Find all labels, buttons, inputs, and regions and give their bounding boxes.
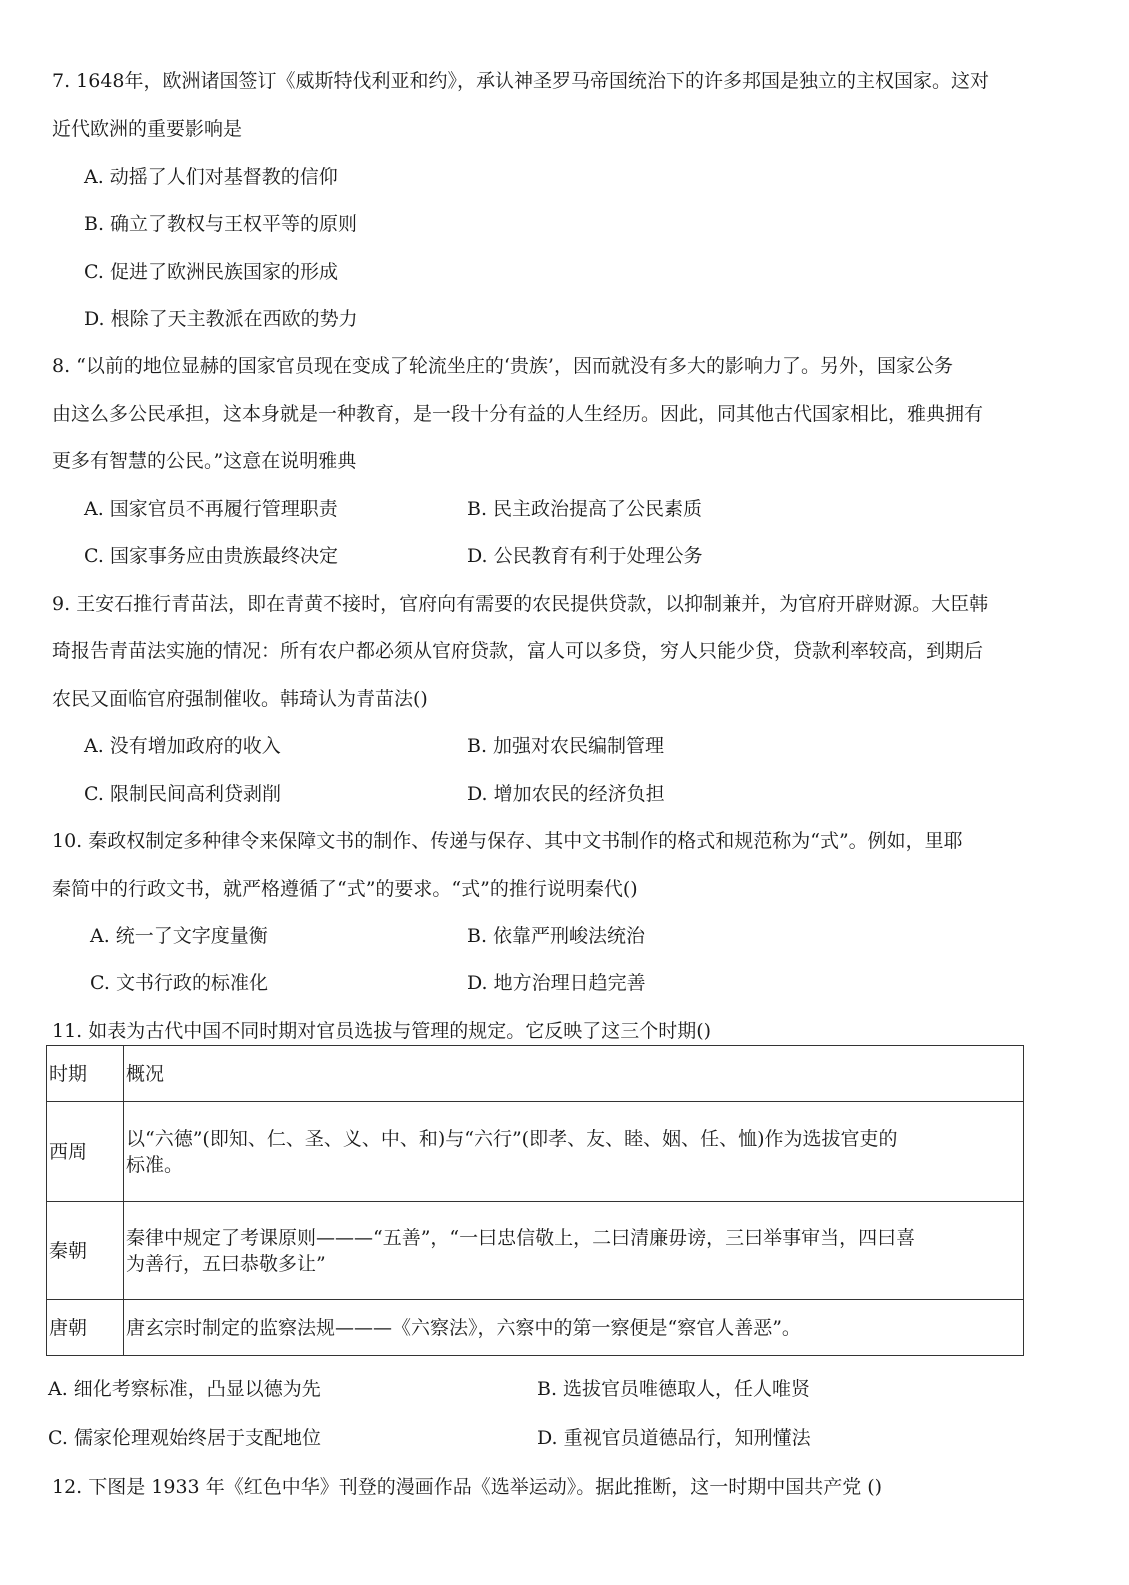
q12-stem-line1: 12. 下图是 1933 年《红色中华》刊登的漫画作品《选举运动》。据此推断，这一时期中国共产党 ()	[52, 1476, 883, 1498]
q9-stem-line3: 农民又面临官府强制催收。韩琦认为青苗法()	[52, 688, 428, 710]
q9-stem-line1: 9. 王安石推行青苗法，即在青黄不接时，官府向有需要的农民提供贷款，以抑制兼并，为官府开辟财源。大臣韩	[52, 593, 989, 615]
q8-option-c: C. 国家事务应由贵族最终决定	[84, 545, 338, 567]
table-header-period: 时期	[47, 1046, 124, 1102]
q10-option-d: D. 地方治理日趋完善	[467, 972, 646, 994]
q9-stem-line2: 琦报告青苗法实施的情况：所有农户都必须从官府贷款，富人可以多贷，穷人只能少贷，贷款利率较高，到期后	[52, 640, 984, 662]
table-row	[47, 1202, 1024, 1300]
table-cell-desc	[124, 1202, 1024, 1300]
table-cell-desc-line: 唐玄宗时制定的监察法规———《六察法》，六察中的第一察便是“察官人善恶”。	[126, 1316, 801, 1339]
table-cell-period: 秦朝	[47, 1202, 124, 1300]
q11-table	[46, 1045, 1024, 1356]
q10-option-b: B. 依靠严刑峻法统治	[467, 925, 646, 947]
table-cell-period: 唐朝	[47, 1300, 124, 1356]
table-row	[47, 1102, 1024, 1202]
table-cell-desc-line: 以“六德”(即知、仁、圣、义、中、和)与“六行”(即孝、友、睦、姻、任、恤)作为选拔官吏的	[126, 1127, 898, 1150]
q9-option-a: A. 没有增加政府的收入	[84, 735, 281, 757]
q10-option-a: A. 统一了文字度量衡	[90, 925, 268, 947]
table-header-summary: 概况	[124, 1046, 1024, 1102]
q9-option-b: B. 加强对农民编制管理	[467, 735, 665, 757]
q11-option-d: D. 重视官员道德品行，知刑懂法	[537, 1427, 811, 1449]
q7-stem-line1: 7. 1648年，欧洲诸国签订《威斯特伐利亚和约》，承认神圣罗马帝国统治下的许多邦国是独立的主权国家。这对	[52, 70, 990, 92]
q10-option-c: C. 文书行政的标准化	[90, 972, 268, 994]
q8-option-a: A. 国家官员不再履行管理职责	[84, 498, 338, 520]
q10-stem-line2: 秦简中的行政文书，就严格遵循了“式”的要求。“式”的推行说明秦代()	[52, 878, 638, 900]
table-cell-desc	[124, 1102, 1024, 1202]
q8-option-d: D. 公民教育有利于处理公务	[467, 545, 703, 567]
q11-stem-line1: 11. 如表为古代中国不同时期对官员选拔与管理的规定。它反映了这三个时期()	[52, 1020, 712, 1042]
table-cell-period: 西周	[47, 1102, 124, 1202]
q11-option-b: B. 选拔官员唯德取人，任人唯贤	[537, 1378, 811, 1400]
table-cell-desc-line: 为善行，五曰恭敬多让”	[126, 1252, 326, 1275]
q11-option-a: A. 细化考察标准，凸显以德为先	[48, 1378, 321, 1400]
table-header-row	[47, 1046, 1024, 1102]
q8-stem-line3: 更多有智慧的公民。”这意在说明雅典	[52, 450, 357, 472]
q7-option-d: D. 根除了天主教派在西欧的势力	[84, 308, 358, 330]
table-cell-desc	[124, 1300, 1024, 1356]
q7-option-b: B. 确立了教权与王权平等的原则	[84, 213, 358, 235]
q9-option-d: D. 增加农民的经济负担	[467, 783, 665, 805]
q8-stem-line2: 由这么多公民承担，这本身就是一种教育，是一段十分有益的人生经历。因此，同其他古代国家相比，雅典拥有	[52, 403, 984, 425]
table-cell-desc-line: 秦律中规定了考课原则———“五善”，“一曰忠信敬上，二曰清廉毋谤，三曰举事审当，四曰喜	[126, 1226, 916, 1249]
q8-stem-line1: 8. “以前的地位显赫的国家官员现在变成了轮流坐庄的‘贵族’，因而就没有多大的影响力了。另外，国家公务	[52, 355, 953, 377]
table-row	[47, 1300, 1024, 1356]
q11-option-c: C. 儒家伦理观始终居于支配地位	[48, 1427, 321, 1449]
table-cell-desc-line: 标准。	[126, 1153, 184, 1176]
q8-option-b: B. 民主政治提高了公民素质	[467, 498, 703, 520]
q7-stem-line2: 近代欧洲的重要影响是	[52, 118, 243, 140]
q7-option-c: C. 促进了欧洲民族国家的形成	[84, 261, 338, 283]
q9-option-c: C. 限制民间高利贷剥削	[84, 783, 281, 805]
q10-stem-line1: 10. 秦政权制定多种律令来保障文书的制作、传递与保存、其中文书制作的格式和规范称为“式”。例如，里耶	[52, 830, 963, 852]
q7-option-a: A. 动摇了人们对基督教的信仰	[84, 166, 338, 188]
